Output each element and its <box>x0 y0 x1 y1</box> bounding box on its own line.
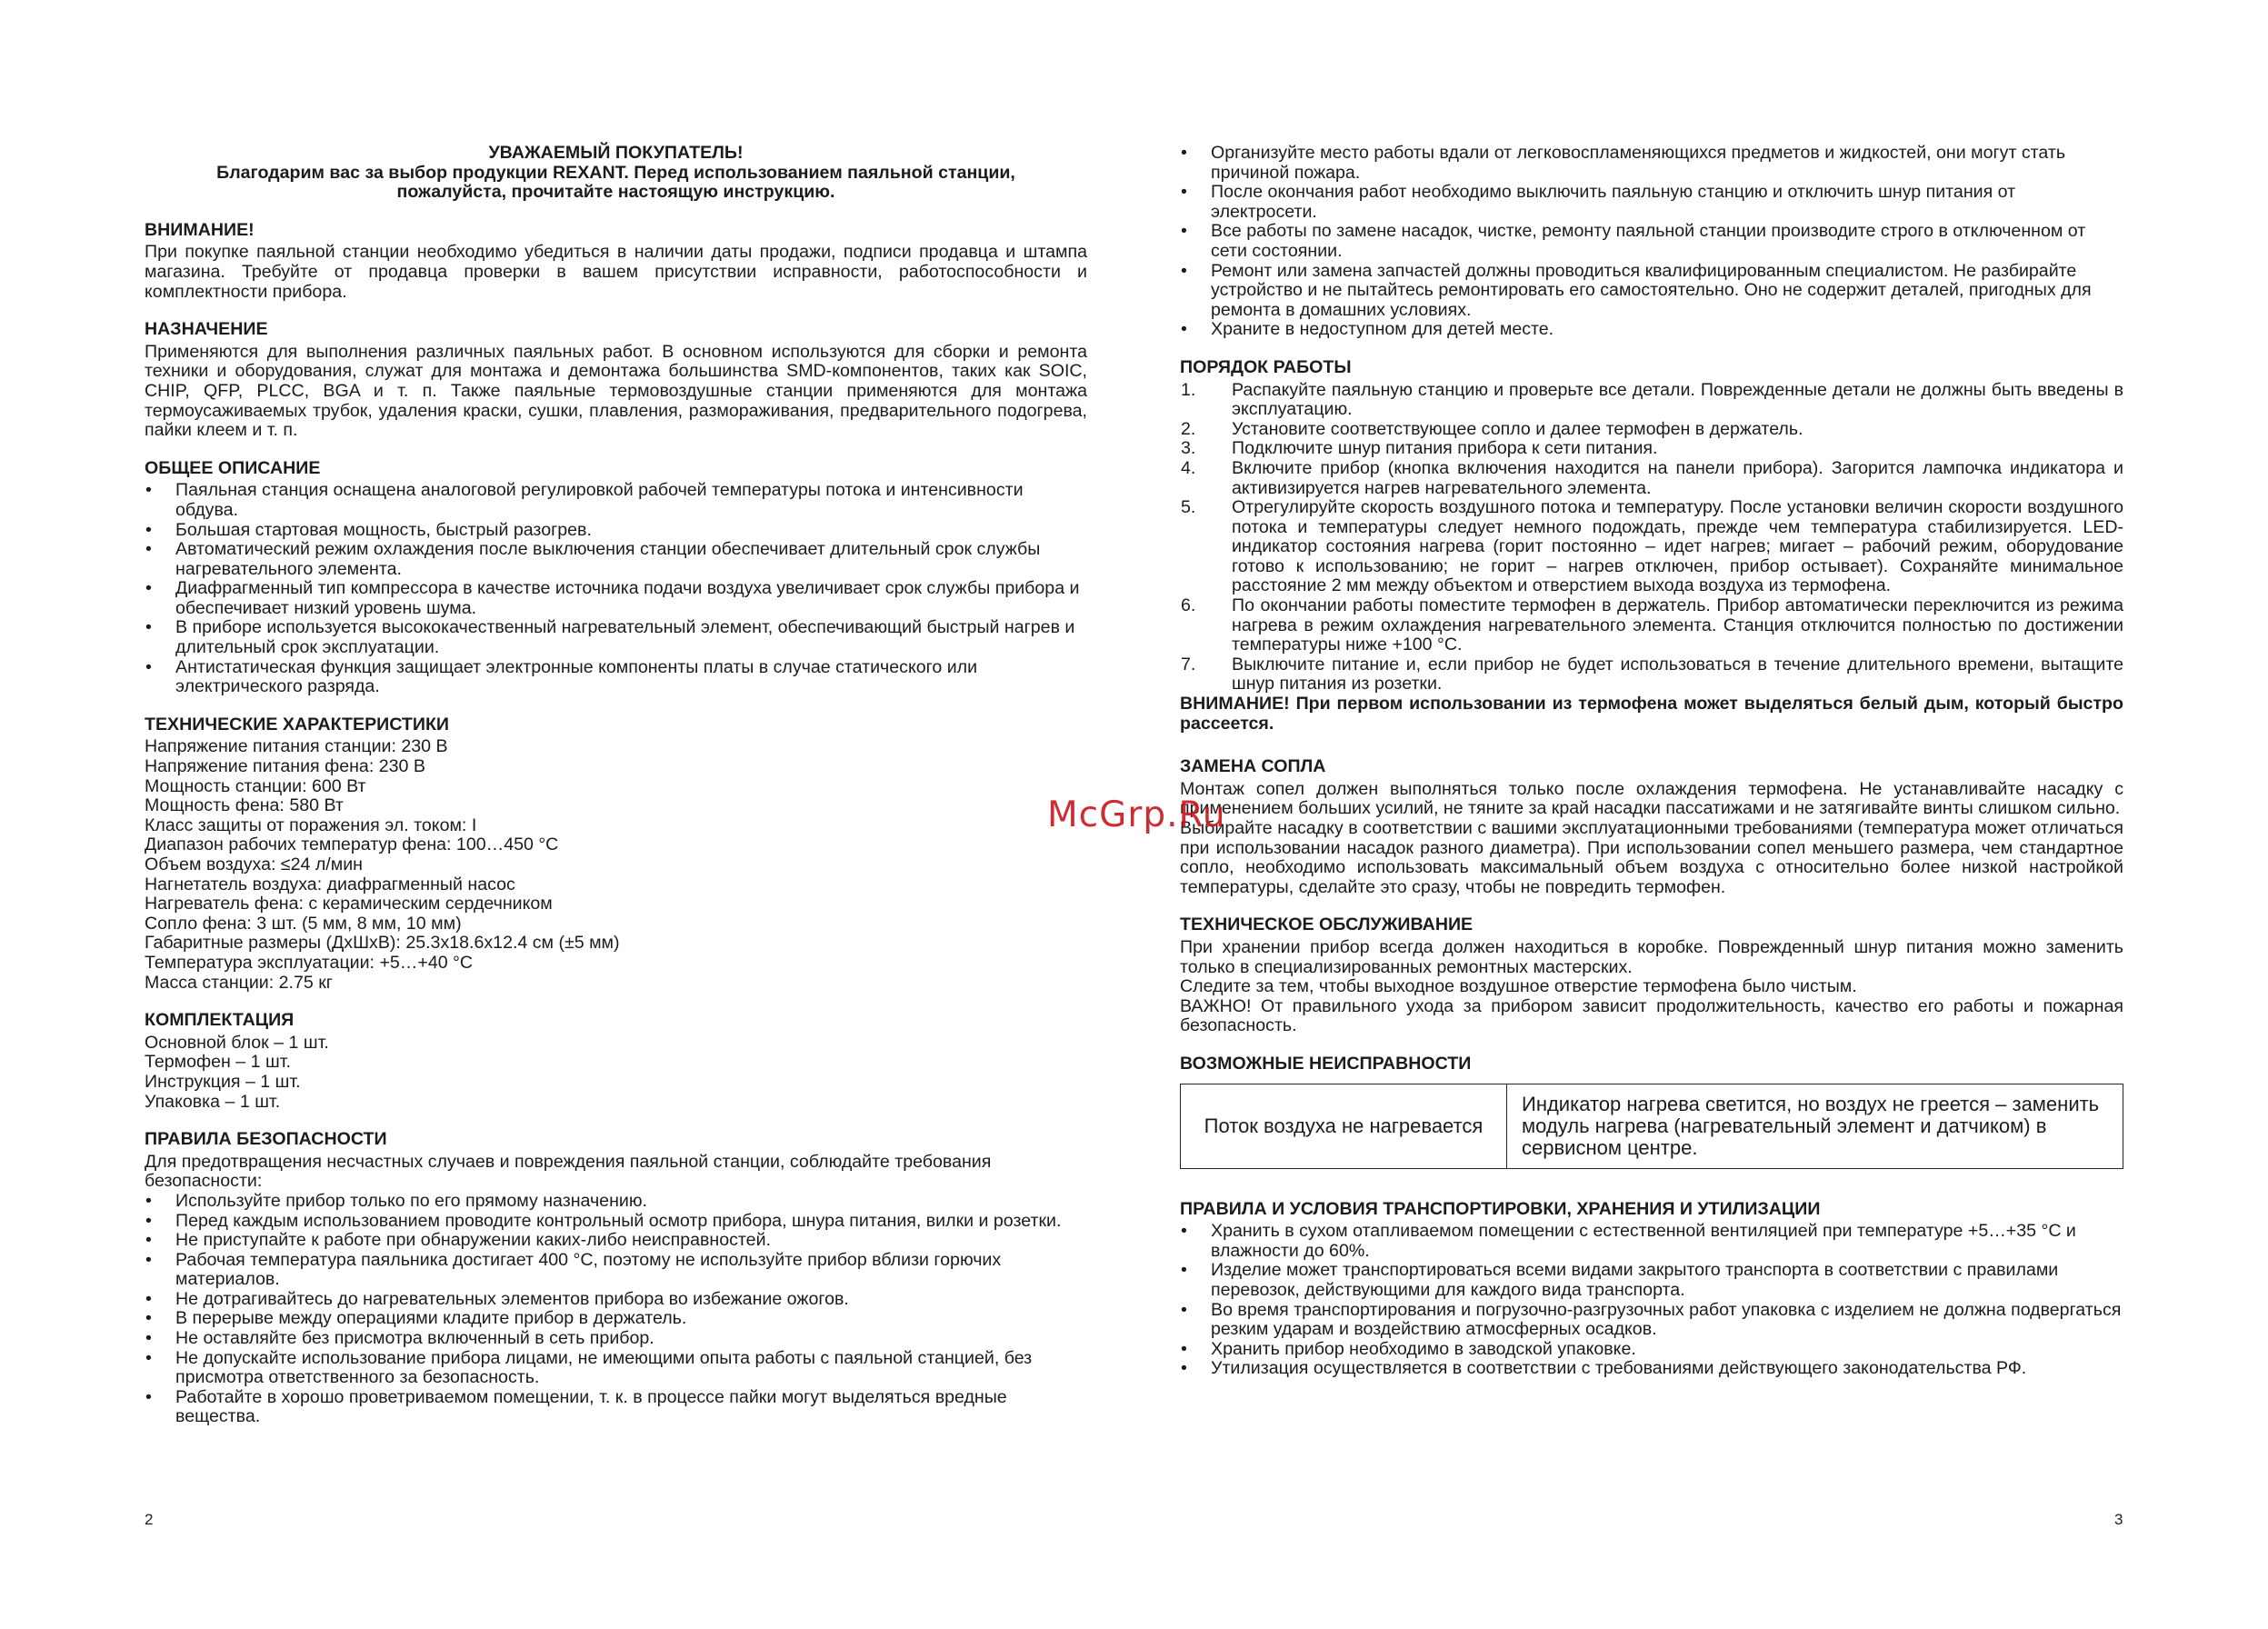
list-item: • Работайте в хорошо проветриваемом помещении, т. к. в процессе пайки могут выделяться вредные вещества. <box>145 1388 1087 1427</box>
list-item: • Антистатическая функция защищает электронные компоненты платы в случае статического или электрического разряда. <box>145 658 1087 697</box>
list-item: • Хранить прибор необходимо в заводской упаковке. <box>1180 1340 2123 1360</box>
list-item: • Изделие может транспортироваться всеми видами закрытого транспорта в соответствии с правилами перевозок, действующими для каждого вида транспорта. <box>1180 1261 2123 1300</box>
list-item: • Используйте прибор только по его прямому назначению. <box>145 1192 1087 1212</box>
attention-text: При покупке паяльной станции необходимо убедиться в наличии даты продажи, подписи продавца и штампа магазина. Требуйте от продавца проверки в вашем присутствии исправности, работоспособности и комплектности прибора. <box>145 242 1087 302</box>
spec-line: Габаритные размеры (ДхШхВ): 25.3х18.6х12.4 см (±5 мм) <box>145 933 620 954</box>
fault-solution: Индикатор нагрева светится, но воздух не греется – заменить модуль нагрева (нагревательный элемент и датчиком) в сервисном центре. <box>1507 1084 2123 1168</box>
general-list <box>145 481 1087 697</box>
intro-greeting: УВАЖАЕМЫЙ ПОКУПАТЕЛЬ! <box>488 143 744 163</box>
maintenance-text-2: Следите за тем, чтобы выходное воздушное отверстие термофена было чистым. <box>1180 976 1857 997</box>
nozzle-text-1: Монтаж сопел должен выполняться только после охлаждения термофена. Не устанавливайте насадку с применением больших усилий, не тяните за край насадки пассатижами и не затягивайте винты слишком сильно. <box>1180 778 2123 819</box>
list-item: • Не оставляйте без присмотра включенный в сеть прибор. <box>145 1329 1087 1349</box>
right-page <box>1180 144 2123 1379</box>
list-item <box>1180 596 2123 655</box>
purpose-text: Применяются для выполнения различных паяльных работ. В основном используются для сборки и ремонта техники и оборудования, служат для монтажа и демонтажа большинства SMD-компонентов, таких как SOIC, CHIP, QFP, PLCC, BGA и т. п. Также паяльные термовоздушные станции применяются для монтажа термоусаживаемых трубок, удаления краски, сушки, плавления, размораживания, предварительного подогрева, пайки клеем и т. п. <box>145 341 1087 441</box>
purpose-heading: НАЗНАЧЕНИЕ <box>145 319 268 340</box>
safety-intro: Для предотвращения несчастных случаев и повреждения паяльной станции, соблюдайте требования безопасности: <box>145 1151 992 1192</box>
attention-heading: ВНИМАНИЕ! <box>145 219 255 240</box>
general-heading: ОБЩЕЕ ОПИСАНИЕ <box>145 457 321 478</box>
list-item: • В приборе используется высококачественный нагревательный элемент, обеспечивающий быстрый нагрев и длительный срок эксплуатации. <box>145 618 1087 657</box>
intro-thanks: Благодарим вас за выбор продукции REXANT. Перед использованием паяльной станции, <box>216 162 1015 183</box>
list-item: • Ремонт или замена запчастей должны проводиться квалифицированным специалистом. Не разбирайте устройство и не пытайтесь ремонтировать его самостоятельно. Оно не содержит деталей, пригодных для ремонта в домашних условиях. <box>1180 262 2123 321</box>
fault-problem: Поток воздуха не нагревается <box>1181 1084 1507 1168</box>
spec-line: Нагреватель фена: с керамическим сердечником <box>145 894 553 914</box>
spec-line: Масса станции: 2.75 кг <box>145 972 333 993</box>
step-number: 7. <box>1181 654 1196 675</box>
intro-block <box>145 144 1087 203</box>
list-item: • Утилизация осуществляется в соответствии с требованиями действующего законодательства РФ. <box>1180 1359 2123 1379</box>
step-text: Установите соответствующее сопло и далее термофен в держатель. <box>1232 418 1803 439</box>
list-item <box>1180 498 2123 596</box>
kit-heading: КОМПЛЕКТАЦИЯ <box>145 1010 295 1031</box>
procedure-heading: ПОРЯДОК РАБОТЫ <box>1180 356 1352 377</box>
step-number: 1. <box>1181 379 1196 400</box>
step-text: По окончании работы поместите термофен в держатель. Прибор автоматически переключится из режима нагрева в режим охлаждения нагревательного элемента. Станция отключится полностью по достижении температуры ниже +100 °С. <box>1232 595 2123 655</box>
list-item: • Все работы по замене насадок, чистке, ремонту паяльной станции производите строго в отключенном от сети состоянии. <box>1180 222 2123 261</box>
list-item: • Организуйте место работы вдали от легковоспламеняющихся предметов и жидкостей, они могут стать причиной пожара. <box>1180 144 2123 183</box>
list-item: • Большая стартовая мощность, быстрый разогрев. <box>145 521 1087 541</box>
maintenance-heading: ТЕХНИЧЕСКОЕ ОБСЛУЖИВАНИЕ <box>1180 914 1474 935</box>
spec-line: Класс защиты от поражения эл. током: I <box>145 814 477 835</box>
intro-request: пожалуйста, прочитайте настоящую инструкцию. <box>396 182 835 203</box>
list-item <box>1180 381 2123 420</box>
page-number-right: 3 <box>2114 1511 2123 1528</box>
page-number-left: 2 <box>145 1511 154 1528</box>
spec-line: Напряжение питания фена: 230 В <box>145 756 425 777</box>
step-text: Включите прибор (кнопка включения находится на панели прибора). Загорится лампочка индикатора и активизируется нагрев нагревательного элемента. <box>1232 457 2123 498</box>
faults-table <box>1180 1084 2123 1169</box>
list-item: • В перерыве между операциями кладите прибор в держатель. <box>145 1309 1087 1329</box>
safety-list-continued <box>1180 144 2123 340</box>
first-use-warning: ВНИМАНИЕ! При первом использовании из термофена может выделяться белый дым, который быстро рассеется. <box>1180 694 2123 734</box>
safety-list <box>145 1192 1087 1427</box>
list-item: • Диафрагменный тип компрессора в качестве источника подачи воздуха увеличивает срок службы прибора и обеспечивает низкий уровень шума. <box>145 579 1087 618</box>
list-item: • Во время транспортирования и погрузочно-разгрузочных работ упаковка с изделием не должна подвергаться резким ударам и воздействию атмосферных осадков. <box>1180 1301 2123 1340</box>
kit-line: Термофен – 1 шт. <box>145 1052 291 1073</box>
step-number: 4. <box>1181 457 1196 478</box>
left-page <box>145 144 1087 1427</box>
kit-list <box>145 1034 1087 1112</box>
list-item: • Автоматический режим охлаждения после выключения станции обеспечивает длительный срок службы нагревательного элемента. <box>145 540 1087 579</box>
spec-line: Напряжение питания станции: 230 В <box>145 736 448 757</box>
list-item <box>1180 420 2123 440</box>
step-text: Выключите питание и, если прибор не будет использоваться в течение длительного времени, вытащите шнур питания из розетки. <box>1232 654 2123 695</box>
list-item: • Рабочая температура паяльника достигает 400 °С, поэтому не используйте прибор вблизи горючих материалов. <box>145 1251 1087 1290</box>
faults-heading: ВОЗМОЖНЫЕ НЕИСПРАВНОСТИ <box>1180 1053 1472 1074</box>
transport-list <box>1180 1222 2123 1379</box>
step-text: Распакуйте паяльную станцию и проверьте все детали. Поврежденные детали не должны быть введены в эксплуатацию. <box>1232 379 2123 420</box>
step-number: 3. <box>1181 438 1196 459</box>
watermark: McGrp.Ru <box>1047 795 1226 835</box>
list-item <box>1180 439 2123 459</box>
nozzle-heading: ЗАМЕНА СОПЛА <box>1180 756 1326 777</box>
list-item <box>1180 459 2123 498</box>
procedure-list <box>1180 381 2123 695</box>
step-text: Подключите шнур питания прибора к сети питания. <box>1232 438 1658 459</box>
nozzle-text-2: Выбирайте насадку в соответствии с вашими эксплуатационными требованиями (температура может отличаться при использовании насадок разного диаметра). При использовании сопел меньшего размера, чем стандартное сопло, необходимо использовать максимальный объем воздуха с относительно более низкой настройкой температуры, сделайте это сразу, чтобы не повредить термофен. <box>1180 818 2123 897</box>
kit-line: Основной блок – 1 шт. <box>145 1032 329 1053</box>
table-row <box>1181 1084 2123 1168</box>
transport-heading: ПРАВИЛА И УСЛОВИЯ ТРАНСПОРТИРОВКИ, ХРАНЕНИЯ И УТИЛИЗАЦИИ <box>1180 1198 1821 1219</box>
step-text: Отрегулируйте скорость воздушного потока и температуру. После установки величин скорости воздушного потока и температуры следует немного подождать, прежде чем температура стабилизируется. LED-индикатор состояния нагрева (горит постоянно – идет нагрев; мигает – рабочий режим, оборудование готово к использованию; не горит – нагрев отключен, прибор остывает). Сохраняйте минимальное расстояние 2 мм между объектом и отверстием выхода воздуха из термофена. <box>1232 497 2123 596</box>
spec-line: Диапазон рабочих температур фена: 100…450 °С <box>145 834 559 855</box>
list-item: • Перед каждым использованием проводите контрольный осмотр прибора, шнура питания, вилки и розетки. <box>145 1212 1087 1232</box>
step-number: 5. <box>1181 497 1196 518</box>
spec-line: Объем воздуха: ≤24 л/мин <box>145 854 363 874</box>
maintenance-text-3: ВАЖНО! От правильного ухода за прибором зависит продолжительность, качество его работы и пожарная безопасность. <box>1180 995 2123 1036</box>
spec-line: Мощность станции: 600 Вт <box>145 775 366 796</box>
list-item: • Хранить в сухом отапливаемом помещении с естественной вентиляцией при температуре +5…+35 °С и влажности до 60%. <box>1180 1222 2123 1261</box>
step-number: 6. <box>1181 595 1196 616</box>
safety-heading: ПРАВИЛА БЕЗОПАСНОСТИ <box>145 1129 387 1150</box>
spec-line: Мощность фена: 580 Вт <box>145 795 344 816</box>
list-item: • Не дотрагивайтесь до нагревательных элементов прибора во избежание ожогов. <box>145 1290 1087 1310</box>
step-number: 2. <box>1181 418 1196 439</box>
kit-line: Инструкция – 1 шт. <box>145 1071 301 1092</box>
specs-heading: ТЕХНИЧЕСКИЕ ХАРАКТЕРИСТИКИ <box>145 714 449 735</box>
list-item: • Храните в недоступном для детей месте. <box>1180 320 2123 340</box>
spec-line: Нагнетатель воздуха: диафрагменный насос <box>145 874 515 894</box>
spec-line: Температура эксплуатации: +5…+40 °С <box>145 952 474 973</box>
maintenance-text-1: При хранении прибор всегда должен находиться в коробке. Поврежденный шнур питания можно заменить только в специализированных ремонтных мастерских. <box>1180 936 2123 977</box>
list-item <box>1180 655 2123 695</box>
list-item: • Паяльная станция оснащена аналоговой регулировкой рабочей температуры потока и интенсивности обдува. <box>145 481 1087 520</box>
list-item: • Не допускайте использование прибора лицами, не имеющими опыта работы с паяльной станцией, без присмотра ответственного за безопасность. <box>145 1349 1087 1388</box>
list-item: • Не приступайте к работе при обнаружении каких-либо неисправностей. <box>145 1231 1087 1251</box>
specs-list <box>145 737 1087 993</box>
kit-line: Упаковка – 1 шт. <box>145 1091 281 1112</box>
list-item: • После окончания работ необходимо выключить паяльную станцию и отключить шнур питания от электросети. <box>1180 183 2123 222</box>
spec-line: Сопло фена: 3 шт. (5 мм, 8 мм, 10 мм) <box>145 913 462 934</box>
